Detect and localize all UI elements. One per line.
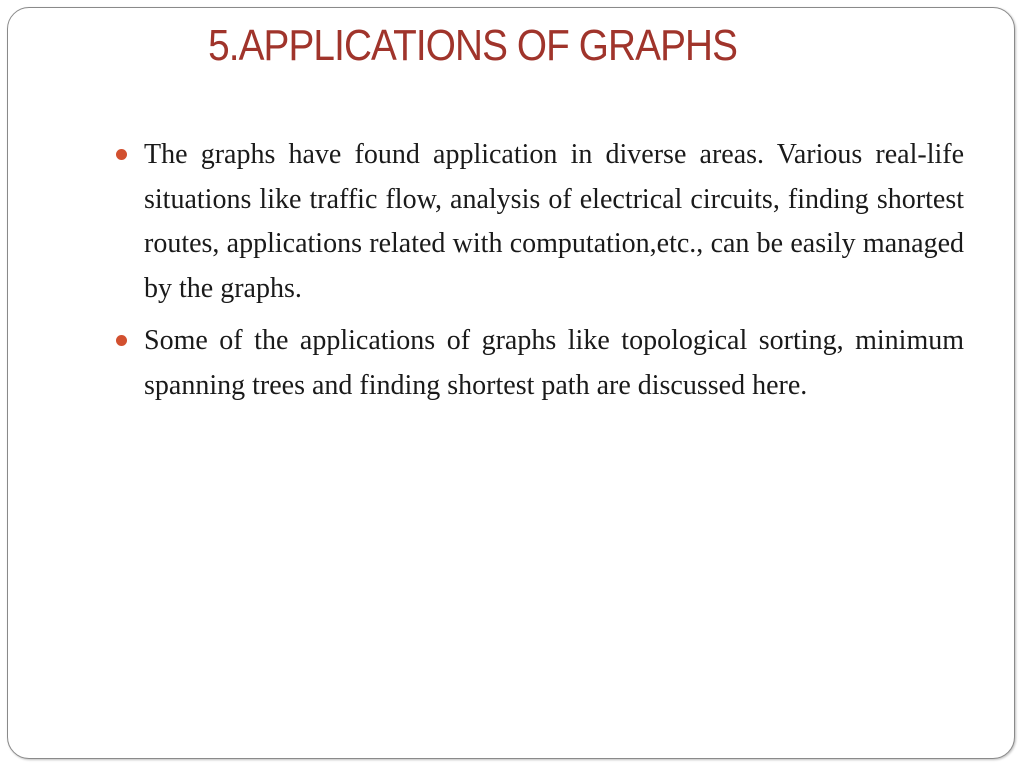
- bullet-dot-icon: [116, 335, 127, 346]
- bullet-text-2: Some of the applications of graphs like topological sorting, minimum spanning trees and finding shortest path are discussed here.: [144, 325, 964, 401]
- bullet-item-2: [112, 319, 964, 408]
- bullet-item-1: [112, 133, 964, 311]
- bullet-dot-icon: [116, 149, 127, 160]
- bullet-text-1: The graphs have found application in diverse areas. Various real-life situations like traffic flow, analysis of electrical circuits, finding shortest routes, applications related with computation,etc., can be easily managed by the graphs.: [144, 139, 964, 304]
- bullet-list: [112, 133, 964, 416]
- slide-title: 5.APPLICATIONS OF GRAPHS: [208, 21, 738, 70]
